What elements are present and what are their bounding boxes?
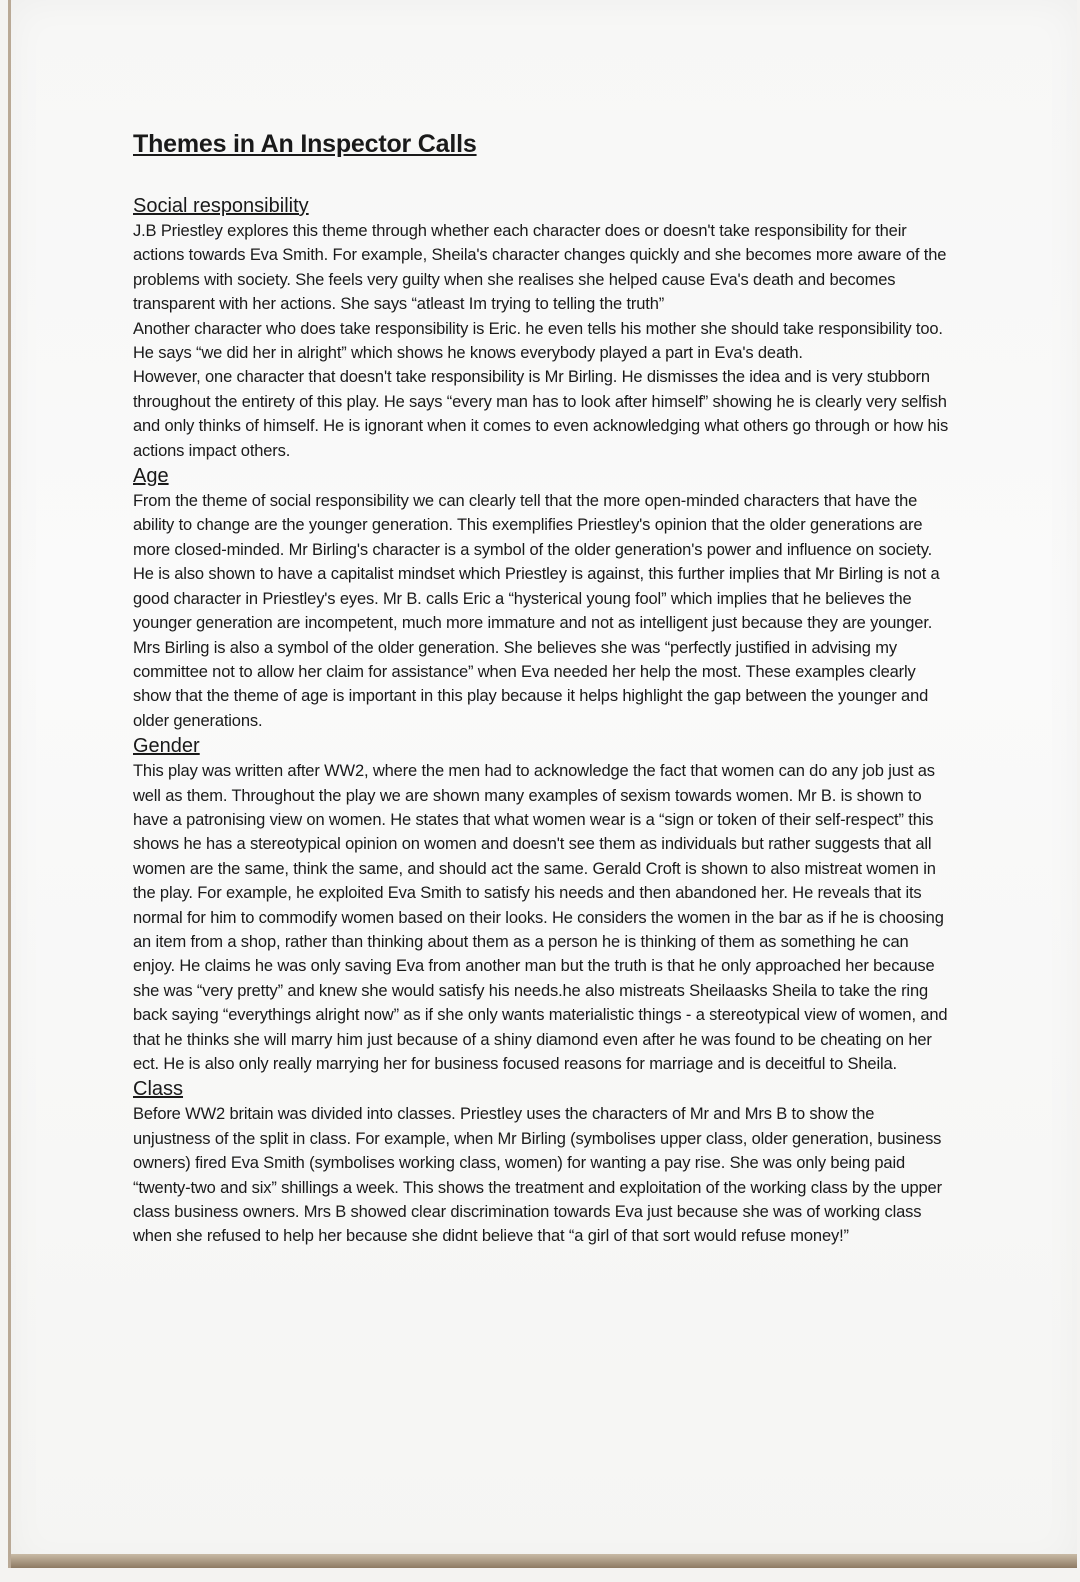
section-heading: Social responsibility <box>133 195 309 217</box>
section-social-responsibility <box>133 193 953 463</box>
paper-edge <box>11 1554 1077 1568</box>
paragraph: However, one character that doesn't take responsibility is Mr Birling. He dismisses the idea and is very stubborn throughout the entirety of this play. He says “every man has to look after himself” showing he is clearly very selfish and only thinks of himself. He is ignorant when it comes to even acknowledging what others go through or how his actions impact others. <box>133 368 949 460</box>
paragraph: From the theme of social responsibility we can clearly tell that the more open-minded characters that have the ability to change are the younger generation. This exemplifies Priestley's opinion that the older generations are more closed-minded. Mr Birling's character is a symbol of the older generation's power and influence on society. He is also shown to have a capitalist mindset which Priestley is against, this further implies that Mr Birling is not a good character in Priestley's eyes. Mr B. calls Eric a “hysterical young fool” which implies that he believes the younger generation are incompetent, much more immature and not as intelligent just because they are younger. Mrs Birling is also a symbol of the older generation. She believes she was “perfectly justified in advising my committee not to allow her claim for assistance” when Eva needed her help the most. These examples clearly show that the theme of age is important in this play because it helps highlight the gap between the younger and older generations. <box>133 492 940 730</box>
section-class <box>133 1076 953 1248</box>
document-title: Themes in An Inspector Calls <box>133 130 477 158</box>
paragraph: Another character who does take responsibility is Eric. he even tells his mother she should take responsibility too. He says “we did her in alright” which shows he knows everybody played a part in Eva's death. <box>133 319 943 363</box>
section-heading: Age <box>133 465 169 488</box>
paragraph: J.B Priestley explores this theme through whether each character does or doesn't take responsibility for their actions towards Eva Smith. For example, Sheila's character changes quickly and she becomes more aware of the problems with society. She feels very guilty when she realises she helped cause Eva's death and becomes transparent with her actions. She says “atleast Im trying to telling the truth” <box>133 222 947 314</box>
section-heading: Gender <box>133 735 200 758</box>
paragraph: Before WW2 britain was divided into classes. Priestley uses the characters of Mr and Mrs B to show the unjustness of the split in class. For example, when Mr Birling (symbolises upper class, older generation, business owners) fired Eva Smith (symbolises working class, women) for wanting a pay rise. She was only being paid “twenty-two and six” shillings a week. This shows the treatment and exploitation of the working class by the upper class business owners. Mrs B showed clear discrimination towards Eva just because she was of working class when she refused to help her because she didnt believe that “a girl of that sort would refuse money!” <box>133 1105 942 1246</box>
section-heading: Class <box>133 1078 184 1101</box>
section-age <box>133 463 953 733</box>
section-gender <box>133 733 953 1076</box>
paragraph: This play was written after WW2, where the men had to acknowledge the fact that women can do any job just as well as them. Throughout the play we are shown many examples of sexism towards women. Mr B. is shown to have a patronising view on women. He states that what women wear is a “sign or token of their self-respect” this shows he has a stereotypical opinion on women and doesn't see them as individuals but rather suggests that all women are the same, think the same, and should act the same. Gerald Croft is shown to also mistreat women in the play. For example, he exploited Eva Smith to satisfy his needs and then abandoned her. He reveals that its normal for him to commodify women based on their looks. He considers the women in the bar as if he is choosing an item from a shop, rather than thinking about them as a person he is thinking of them as something he can enjoy. He claims he was only saving Eva from another man but the truth is that he only approached her because she was “very pretty” and knew she would satisfy his needs.he also mistreats Sheilaasks Sheila to take the ring back saying “everythings alright now” as if she only wants materialistic things - a stereotypical view of women, and that he thinks she will marry him just because of a shiny diamond even after he was found to be cheating on her ect. He is also only really marrying her for business focused reasons for marriage and is deceitful to Sheila. <box>133 762 948 1073</box>
document-body <box>133 130 953 1249</box>
